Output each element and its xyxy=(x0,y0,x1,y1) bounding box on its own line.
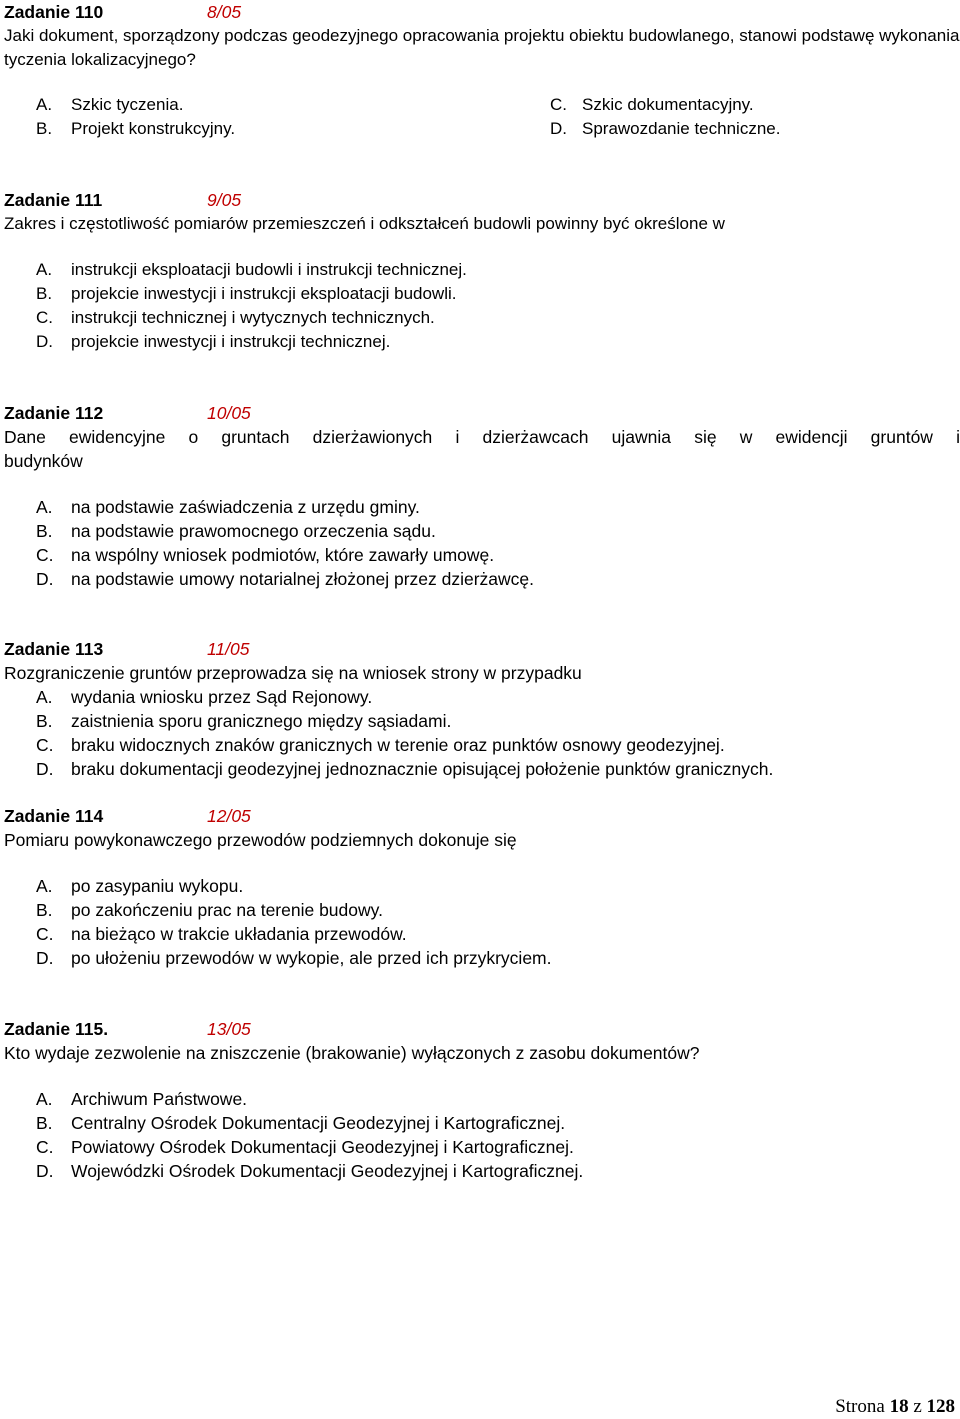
question-stem: Pomiaru powykonawczego przewodów podziemnych dokonuje się xyxy=(4,830,517,850)
option-b xyxy=(4,519,960,543)
option-a xyxy=(4,685,960,709)
option-letter: C. xyxy=(36,545,54,565)
question-header xyxy=(4,401,960,425)
question-code: 12/05 xyxy=(207,806,251,826)
question-number: Zadanie 110 xyxy=(4,2,104,22)
question-number: Zadanie 113 xyxy=(4,639,104,659)
page-separator: z xyxy=(913,1396,922,1417)
option-c xyxy=(4,922,960,946)
option-text: po zasypaniu wykopu. xyxy=(71,876,244,896)
option-text: braku widocznych znaków granicznych w terenie oraz punktów osnowy geodezyjnej. xyxy=(71,735,725,755)
question-number: Zadanie 111 xyxy=(4,190,103,210)
question-number: Zadanie 115. xyxy=(4,1019,109,1039)
question-number: Zadanie 114 xyxy=(4,806,104,826)
question-stem: Jaki dokument, sporządzony podczas geodezyjnego opracowania projektu obiektu budowlanego, stanowi podstawę wykonania tyczenia lokalizacyjnego? xyxy=(4,26,960,69)
option-d xyxy=(4,330,960,354)
option-letter: B. xyxy=(36,119,53,138)
option-text: instrukcji eksploatacji budowli i instrukcji technicznej. xyxy=(71,260,467,279)
question-114 xyxy=(4,804,960,970)
option-a xyxy=(4,495,960,519)
answer-options xyxy=(4,495,960,591)
option-letter: A. xyxy=(36,1089,53,1109)
question-stem: Kto wydaje zezwolenie na zniszczenie (brakowanie) wyłączonych z zasobu dokumentów? xyxy=(4,1043,700,1063)
option-text: zaistnienia sporu granicznego między sąsiadami. xyxy=(71,711,452,731)
option-letter: D. xyxy=(550,119,567,138)
option-text: Centralny Ośrodek Dokumentacji Geodezyjnej i Kartograficznej. xyxy=(71,1113,566,1133)
option-b xyxy=(4,282,960,306)
option-letter: D. xyxy=(36,948,54,968)
option-text: instrukcji technicznej i wytycznych technicznych. xyxy=(71,308,435,327)
option-letter: B. xyxy=(36,711,53,731)
option-letter: A. xyxy=(36,687,53,707)
option-letter: A. xyxy=(36,497,53,517)
option-b xyxy=(4,709,960,733)
option-text: Sprawozdanie techniczne. xyxy=(582,119,781,138)
option-text: projekcie inwestycji i instrukcji eksploatacji budowli. xyxy=(71,284,457,303)
option-a xyxy=(4,258,960,282)
question-110 xyxy=(4,0,960,141)
question-header xyxy=(4,804,960,828)
option-d xyxy=(4,946,960,970)
option-text: na podstawie zaświadczenia z urzędu gminy. xyxy=(71,497,420,517)
option-letter: C. xyxy=(36,924,54,944)
option-c xyxy=(518,93,960,117)
option-text: po zakończeniu prac na terenie budowy. xyxy=(71,900,383,920)
question-stem: Rozgraniczenie gruntów przeprowadza się na wniosek strony w przypadku xyxy=(4,663,582,683)
option-letter: B. xyxy=(36,1113,53,1133)
option-letter: A. xyxy=(36,876,53,896)
option-b xyxy=(4,898,960,922)
question-number: Zadanie 112 xyxy=(4,403,104,423)
option-letter: B. xyxy=(36,284,53,303)
option-c xyxy=(4,733,960,757)
answer-options xyxy=(4,1087,960,1183)
option-text: na podstawie umowy notarialnej złożonej przez dzierżawcę. xyxy=(71,569,535,589)
answer-options xyxy=(4,874,960,970)
option-b xyxy=(4,117,504,141)
question-header xyxy=(4,637,960,661)
option-letter: C. xyxy=(550,95,567,114)
option-text: projekcie inwestycji i instrukcji technicznej. xyxy=(71,332,391,351)
option-text: Projekt konstrukcyjny. xyxy=(71,119,236,138)
option-d xyxy=(518,117,960,141)
option-letter: D. xyxy=(36,759,54,779)
option-a xyxy=(4,93,504,117)
question-header xyxy=(4,1017,960,1041)
answer-options xyxy=(4,93,960,141)
option-d xyxy=(4,1159,960,1183)
option-text: Powiatowy Ośrodek Dokumentacji Geodezyjnej i Kartograficznej. xyxy=(71,1137,574,1157)
answer-options xyxy=(4,258,960,354)
page-number xyxy=(835,1395,955,1419)
option-text: na bieżąco w trakcie układania przewodów. xyxy=(71,924,407,944)
question-113 xyxy=(4,637,960,781)
question-stem-line-1: Dane ewidencyjne o gruntach dzierżawionych i dzierżawcach ujawnia się w ewidencji gruntów i xyxy=(4,427,960,447)
option-letter: D. xyxy=(36,332,53,351)
option-c xyxy=(4,306,960,330)
option-letter: B. xyxy=(36,521,53,541)
current-page: 18 xyxy=(889,1396,909,1417)
question-stem-line-2: budynków xyxy=(4,451,83,471)
question-header xyxy=(4,188,960,212)
question-header xyxy=(4,0,960,24)
question-code: 10/05 xyxy=(207,403,251,423)
page-label: Strona xyxy=(835,1396,885,1417)
question-stem: Zakres i częstotliwość pomiarów przemieszczeń i odkształceń budowli powinny być określone w xyxy=(4,214,725,233)
option-letter: D. xyxy=(36,569,54,589)
option-text: na wspólny wniosek podmiotów, które zawarły umowę. xyxy=(71,545,495,565)
option-a xyxy=(4,1087,960,1111)
option-c xyxy=(4,1135,960,1159)
option-text: wydania wniosku przez Sąd Rejonowy. xyxy=(71,687,373,707)
question-code: 8/05 xyxy=(207,2,242,22)
option-letter: C. xyxy=(36,735,54,755)
option-letter: B. xyxy=(36,900,53,920)
option-text: Wojewódzki Ośrodek Dokumentacji Geodezyjnej i Kartograficznej. xyxy=(71,1161,584,1181)
question-code: 11/05 xyxy=(207,639,250,659)
question-code: 13/05 xyxy=(207,1019,251,1039)
option-d xyxy=(4,567,960,591)
option-text: Archiwum Państwowe. xyxy=(71,1089,248,1109)
option-a xyxy=(4,874,960,898)
answer-options xyxy=(4,685,960,781)
option-b xyxy=(4,1111,960,1135)
option-text: Szkic tyczenia. xyxy=(71,95,184,114)
option-text: na podstawie prawomocnego orzeczenia sądu. xyxy=(71,521,436,541)
option-d xyxy=(4,757,960,781)
question-112 xyxy=(4,401,960,591)
option-letter: C. xyxy=(36,308,53,327)
option-text: po ułożeniu przewodów w wykopie, ale przed ich przykryciem. xyxy=(71,948,552,968)
option-text: Szkic dokumentacyjny. xyxy=(582,95,754,114)
question-115 xyxy=(4,1017,960,1183)
option-c xyxy=(4,543,960,567)
question-111 xyxy=(4,188,960,354)
option-letter: A. xyxy=(36,260,53,279)
total-pages: 128 xyxy=(926,1396,955,1417)
option-letter: C. xyxy=(36,1137,54,1157)
option-letter: A. xyxy=(36,95,53,114)
question-code: 9/05 xyxy=(207,190,242,210)
option-text: braku dokumentacji geodezyjnej jednoznacznie opisującej położenie punktów granicznych. xyxy=(71,759,774,779)
option-letter: D. xyxy=(36,1161,54,1181)
